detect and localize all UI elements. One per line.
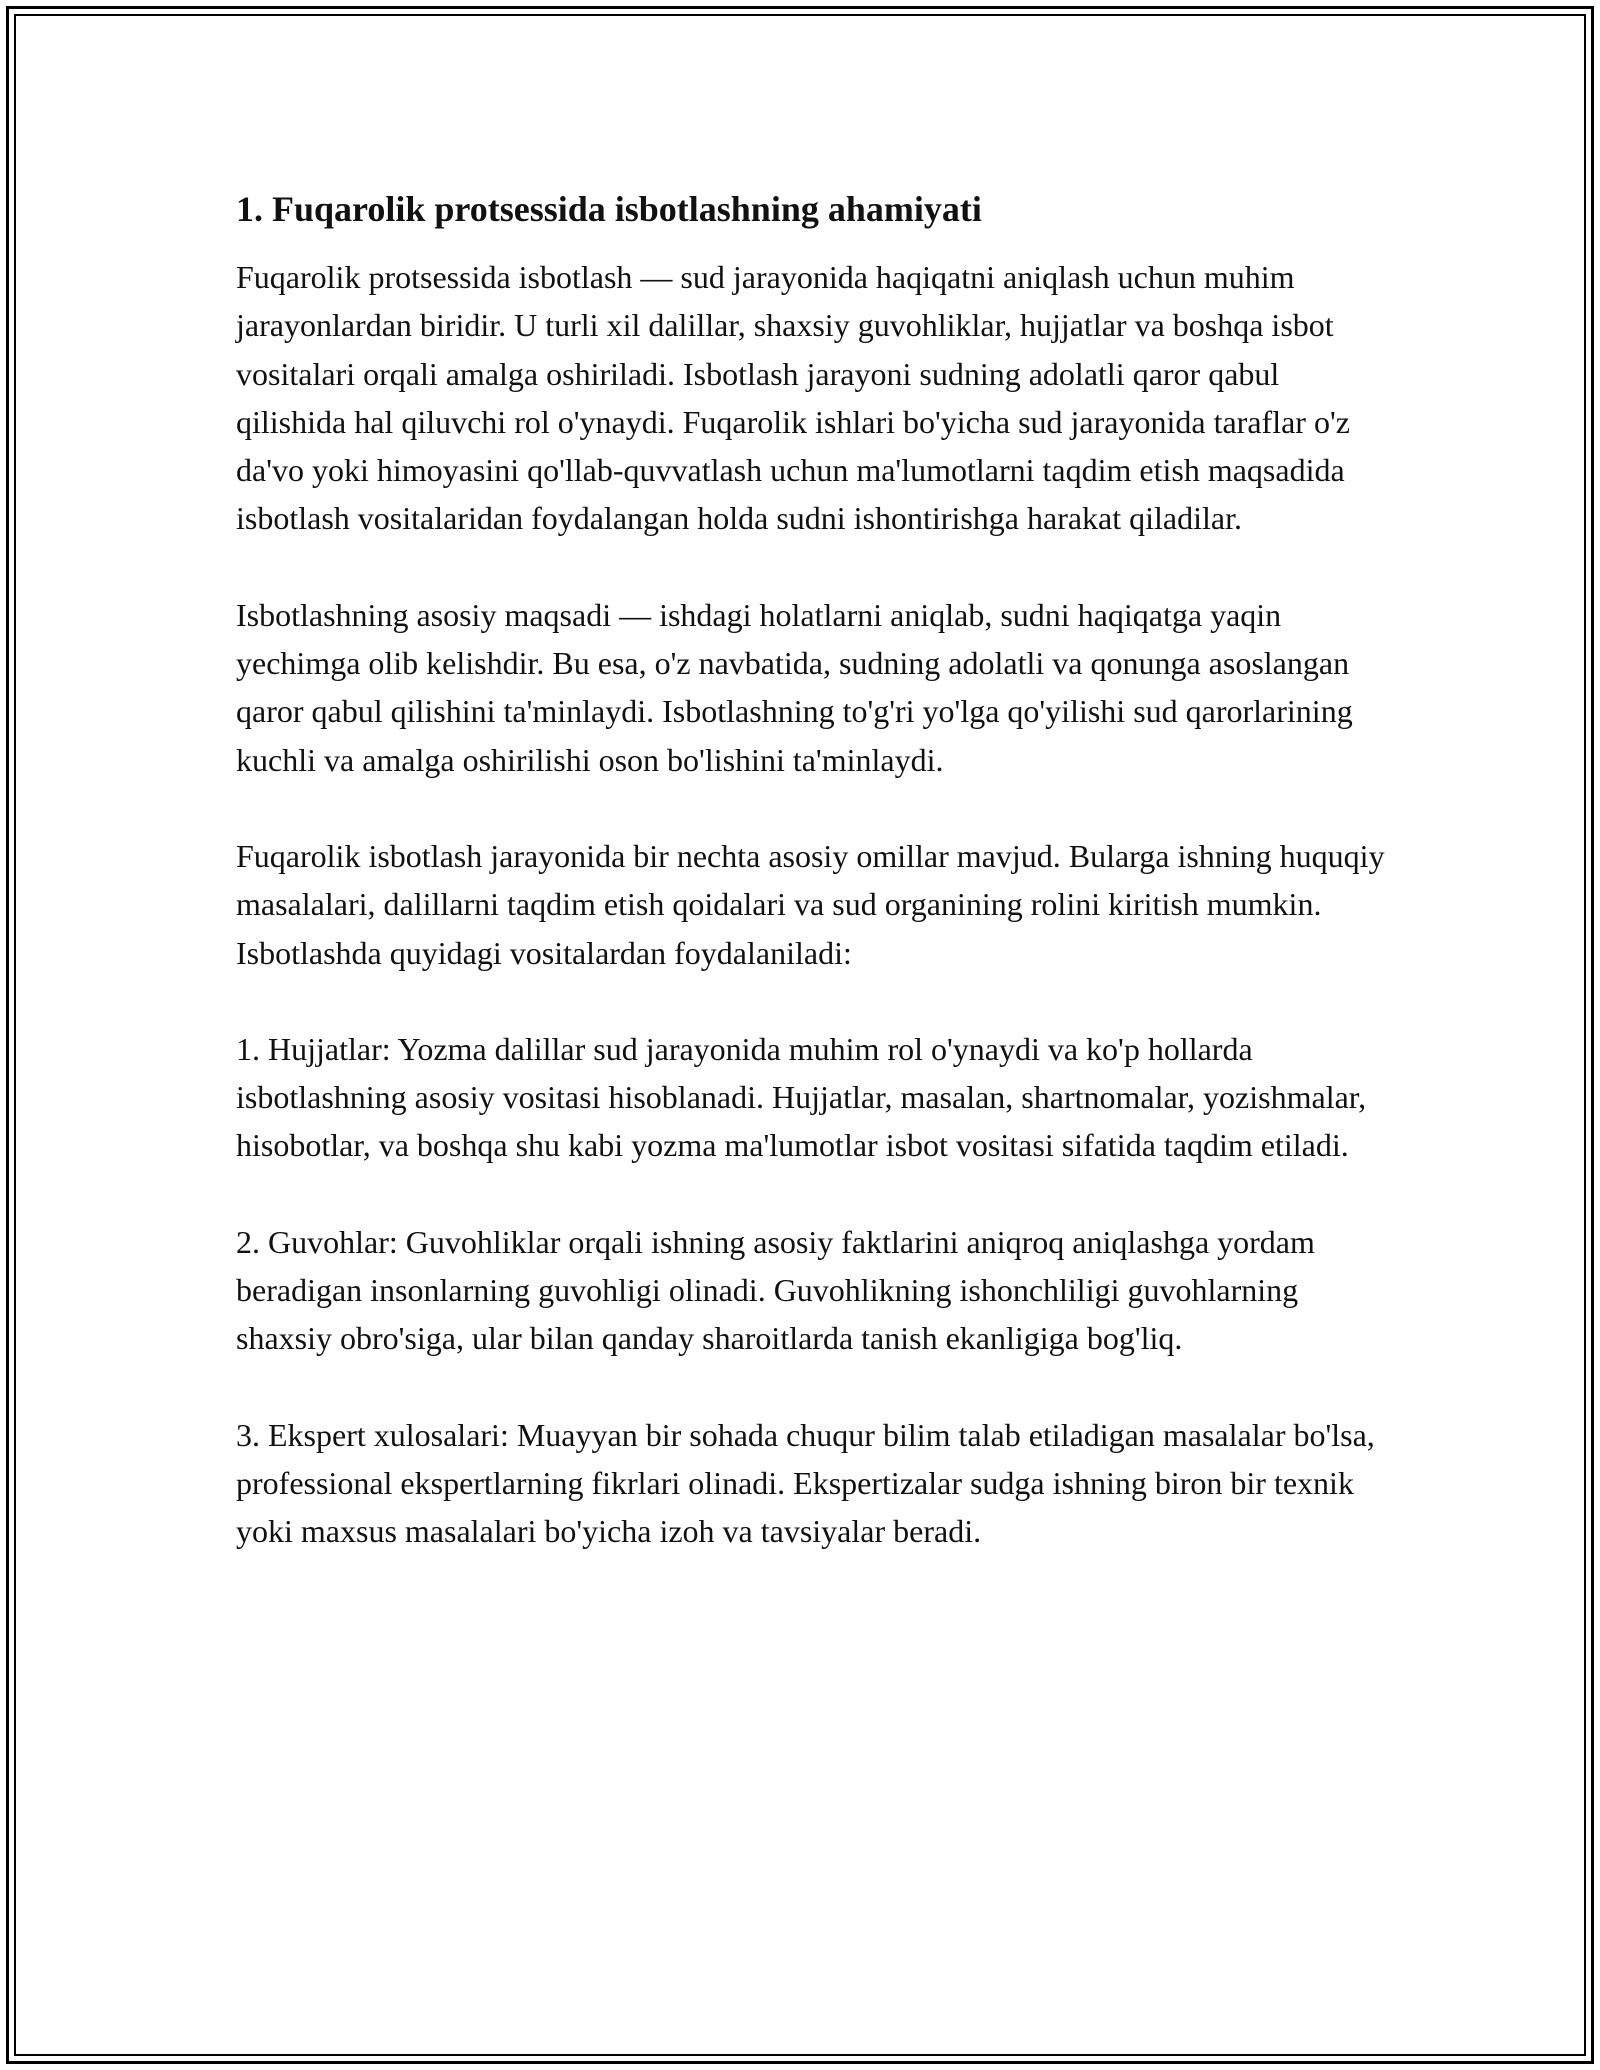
document-body: [236, 185, 1386, 1604]
section-heading: 1. Fuqarolik protsessida isbotlashning ahamiyati: [236, 189, 982, 229]
list-item-documents: 1. Hujjatlar: Yozma dalillar sud jarayonida muhim rol o'ynaydi va ko'p hollarda isbotlashning asosiy vositasi hisoblanadi. Hujjatlar, masalan, shartnomalar, yozishmalar, hisobotlar, va boshqa shu kabi yozma ma'lumotlar isbot vositasi sifatida taqdim etiladi.: [236, 1030, 1367, 1164]
list-item-witnesses: 2. Guvohlar: Guvohliklar orqali ishning asosiy faktlarini aniqroq aniqlashga yordam beradigan insonlarning guvohligi olinadi. Guvohlikning ishonchliligi guvohlarning shaxsiy obro'siga, ular bilan qanday sharoitlarda tanish ekanligiga bog'liq.: [236, 1223, 1315, 1357]
paragraph-intro: Fuqarolik protsessida isbotlash — sud jarayonida haqiqatni aniqlash uchun muhim jarayonlardan biridir. U turli xil dalillar, shaxsiy guvohliklar, hujjatlar va boshqa isbot vositalari orqali amalga oshiriladi. Isbotlash jarayoni sudning adolatli qaror qabul qilishida hal qiluvchi rol o'ynaydi. Fuqarolik ishlari bo'yicha sud jarayonida taraflar o'z da'vo yoki himoyasini qo'llab-quvvatlash uchun ma'lumotlarni taqdim etish maqsadida isbotlash vositalaridan foydalangan holda sudni ishontirishga harakat qiladilar.: [236, 259, 1350, 537]
list-item-experts: 3. Ekspert xulosalari: Muayyan bir sohada chuqur bilim talab etiladigan masalalar bo'lsa, professional ekspertlarning fikrlari olinadi. Ekspertizalar sudga ishning biron bir texnik yoki maxsus masalalari bo'yicha izoh va tavsiyalar beradi.: [236, 1416, 1375, 1550]
paragraph-purpose: Isbotlashning asosiy maqsadi — ishdagi holatlarni aniqlab, sudni haqiqatga yaqin yechimga olib kelishdir. Bu esa, o'z navbatida, sudning adolatli va qonunga asoslangan qaror qabul qilishini ta'minlaydi. Isbotlashning to'g'ri yo'lga qo'yilishi sud qarorlarining kuchli va amalga oshirilishi oson bo'lishini ta'minlaydi.: [236, 596, 1353, 778]
paragraph-factors: Fuqarolik isbotlash jarayonida bir nechta asosiy omillar mavjud. Bularga ishning huquqiy masalalari, dalillarni taqdim etish qoidalari va sud organining rolini kiritish mumkin. Isbotlashda quyidagi vositalardan foydalaniladi:: [236, 837, 1385, 971]
